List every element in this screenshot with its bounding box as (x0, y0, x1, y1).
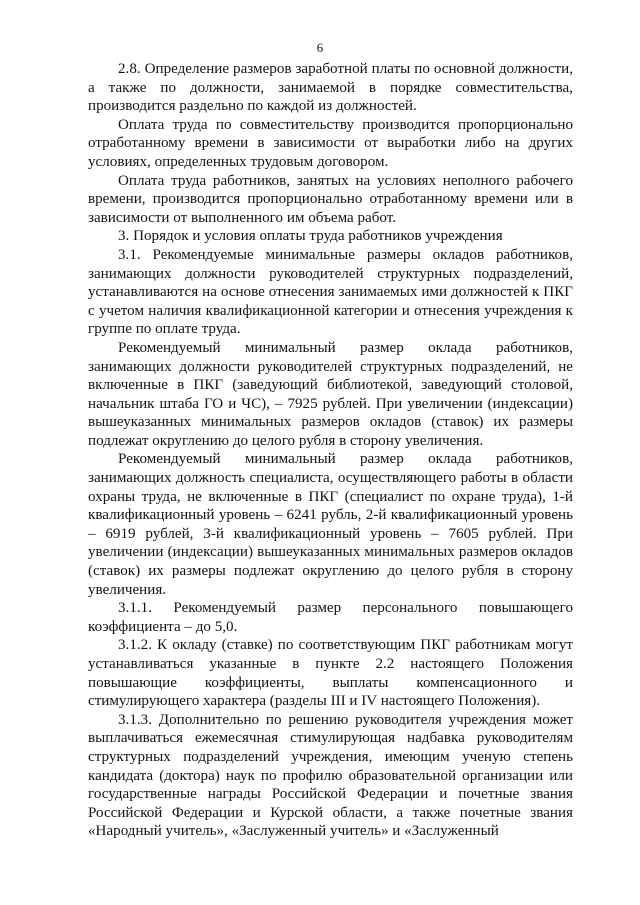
paragraph-3-1-3: 3.1.3. Дополнительно по решению руководителя учреждения может выплачиваться ежемесячная стимулирующая надбавка руководителям структурных подразделений учреждения, имеющим ученую степень кандидата (доктора) наук по профилю образовательной организации или государственные награды Российской Федерации и почетные звания Российской Федерации и Курской области, а также почетные звания «Народный учитель», «Заслуженный учитель» и «Заслуженный (88, 711, 573, 840)
paragraph-3-1-1: 3.1.1. Рекомендуемый размер персонального повышающего коэффициента – до 5,0. (88, 600, 573, 635)
paragraph-part-time-pay: Оплата труда работников, занятых на условиях неполного рабочего времени, производится пропорционально отработанному времени или в зависимости от выполненного им объема работ. (88, 172, 573, 226)
page-number: 6 (316, 40, 324, 55)
section-3-heading: 3. Порядок и условия оплаты труда работников учреждения (118, 228, 503, 245)
document-body (88, 60, 573, 841)
paragraph-safety-specialist-salary: Рекомендуемый минимальный размер оклада работников, занимающих должность специалиста, осуществляющего работы в области охраны труда, не включенные в ПКГ (специалист по охране труда), 1-й квалификационный уровень – 6241 рубль, 2-й квалификационный уровень – 6919 рублей, 3-й квалификационный уровень – 7605 рублей. При увеличении (индексации) вышеуказанных минимальных размеров окладов (ставок) их размеры подлежат округлению до целого рубля в сторону увеличения. (88, 451, 573, 598)
paragraph-manager-salary: Рекомендуемый минимальный размер оклада работников, занимающих должности руководителей структурных подразделений, не включенные в ПКГ (заведующий библиотекой, заведующий столовой, начальник штаба ГО и ЧС), – 7925 рублей. При увеличении (индексации) вышеуказанных минимальных размеров окладов (ставок) их размеры подлежат округлению до целого рубля в сторону увеличения. (88, 339, 573, 449)
paragraph-3-1: 3.1. Рекомендуемые минимальные размеры окладов работников, занимающих должности руководителей структурных подразделений, устанавливаются на основе отнесения занимаемых ими должностей к ПКГ с учетом наличия квалификационной категории и отнесения учреждения к группе по оплате труда. (88, 246, 573, 338)
paragraph-combination-pay: Оплата труда по совместительству производится пропорционально отработанному времени в зависимости от выработки либо на других условиях, определенных трудовым договором. (88, 116, 573, 170)
paragraph-3-1-2: 3.1.2. К окладу (ставке) по соответствующим ПКГ работникам могут устанавливаться указанные в пункте 2.2 настоящего Положения повышающие коэффициенты, выплаты компенсационного и стимулирующего характера (разделы III и IV настоящего Положения). (88, 637, 573, 710)
paragraph-2-8: 2.8. Определение размеров заработной платы по основной должности, а также по должности, занимаемой в порядке совместительства, производится раздельно по каждой из должностей. (88, 61, 573, 115)
